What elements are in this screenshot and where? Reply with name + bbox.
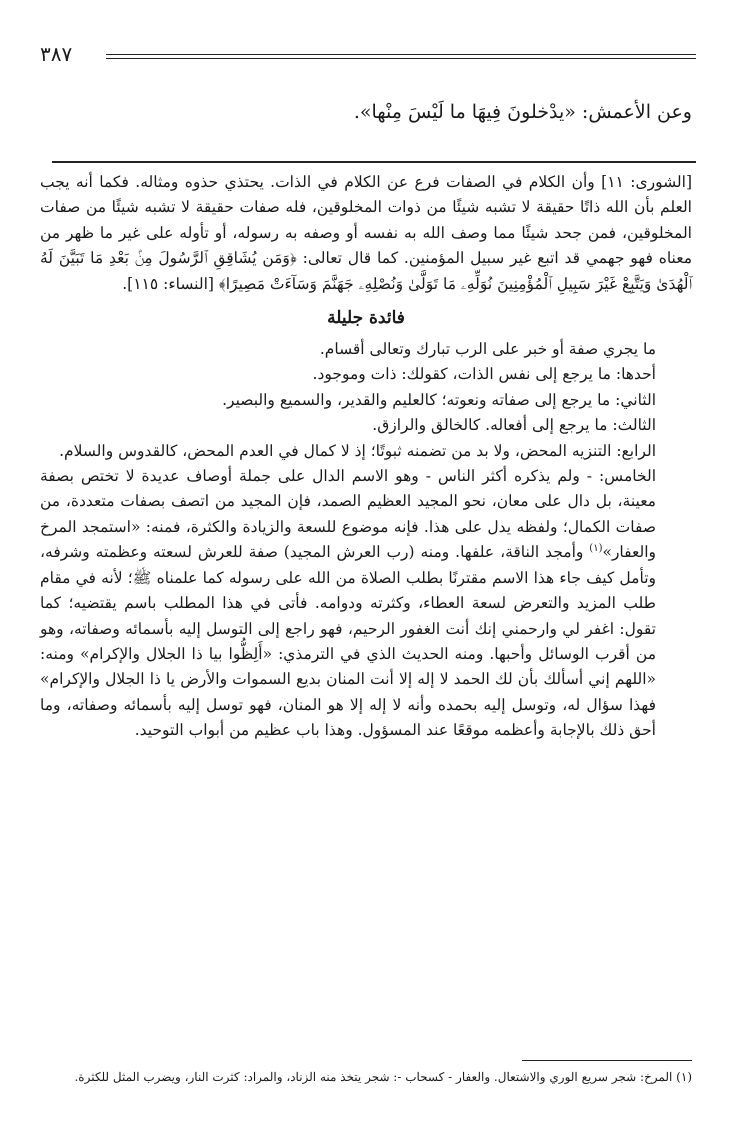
paragraph-fifth-part-b: وأمجد الناقة، علفها. ومنه (رب العرش المجيد) صفة للعرش لسعته وعظمته وشرفه، وتأمل كيف جاء هذا الاسم مقترنًا بطلب الصلاة من الله على رسوله كما علمناه ﷺ؛ لأنه في مقام طلب المزيد والتعرض لسعة العطاء، وكثرته ودوامه. فأتى في هذا المطلب باسم يقتضيه؛ كما تقول: اغفر لي وارحمني إنك أنت الغفور الرحيم، فهو راجع إلى التوسل إليه بأسمائه وصفاته، وهو من أقرب الوسائل وأحبها. ومنه الحديث الذي في الترمذي: «أَلِظُّوا بيا ذا الجلال والإكرام» ومنه: «اللهم إني أسألك بأن لك الحمد لا إله إلا أنت المنان بديع السموات والأرض يا ذا الجلال والإكرام» فهذا سؤال له، وتوسل إليه بحمده وأنه لا إله إلا هو المنان، فهو توسل إليه بأسمائه وصفاته، وما أحق ذلك بالإجابة وأعظمه موقعًا عند المسؤول. وهذا باب عظيم من أبواب التوحيد. [40,543,656,740]
footnote-reference[interactable]: (١) [589,543,603,555]
main-separator [52,161,696,163]
body-text [40,170,692,744]
list-item: أحدها: ما يرجع إلى نفس الذات، كقولك: ذات وموجود. [312,365,656,384]
paragraph-fifth-part-a: الخامس: - ولم يذكره أكثر الناس - وهو الاسم الدال على جملة أوصاف عديدة لا تختص بصفة معينة، بل دال على معان، نحو المجيد العظيم الصمد، فإن المجيد من اتصف بصفات متعددة، من صفات الكمال؛ ولفظه يدل على هذا. فإنه موضوع للسعة والزيادة والكثرة، فمنه: «استمجد المرخ والعفار» [40,467,656,562]
page-number: ٣٨٧ [40,42,73,66]
page-header [40,40,696,70]
intro-line: وعن الأعمش: «يدْخلونَ فِيهَا ما لَيْسَ مِنْها». [353,101,692,123]
list-item: الثاني: ما يرجع إلى صفاته ونعوته؛ كالعليم والقدير، والسميع والبصير. [222,390,656,409]
list-item: الرابع: التنزيه المحض، ولا بد من تضمنه ثبوتًا؛ إذ لا كمال في العدم المحض، كالقدوس والسلام. [59,441,656,460]
paragraph: [الشورى: ١١] وأن الكلام في الصفات فرع عن الكلام في الذات. يحتذي حذوه ومثاله. فكما أنه يجب العلم بأن الله ذاتًا حقيقة لا تشبه شيئًا من ذوات المخلوقين، فله صفات حقيقة لا تشبه شيئًا من صفات المخلوقين، فمن جحد شيئًا مما وصف الله به نفسه أو وصفه به رسوله، أو تأوله على غير ما ظهر من معناه فهو جهمي قد اتبع غير سبيل المؤمنين. كما قال تعالى: ﴿وَمَن يُشَاقِقِ ٱلرَّسُولَ مِنۢ بَعْدِ مَا تَبَيَّنَ لَهُ ٱلْهُدَىٰ وَيَتَّبِعْ غَيْرَ سَبِيلِ ٱلْمُؤْمِنِينَ نُوَلِّهِۦ مَا تَوَلَّىٰ وَنُصْلِهِۦ جَهَنَّمَ وَسَآءَتْ مَصِيرًا﴾ [النساء: ١١٥]. [40,173,692,293]
list-item: الثالث: ما يرجع إلى أفعاله. كالخالق والرازق. [372,416,656,435]
footnote-separator [522,1060,692,1061]
paragraph-fifth [40,464,692,743]
header-rule [106,54,696,59]
section-title: فائدة جليلة [327,308,405,329]
list-item: ما يجري صفة أو خبر على الرب تبارك وتعالى أقسام. [319,340,656,359]
footnote: (١) المرخ: شجر سريع الوري والاشتعال. والعفار - كسحاب -: شجر يتخذ منه الزناد، والمراد: كثرت النار، ويضرب المثل للكثرة. [74,1070,692,1084]
